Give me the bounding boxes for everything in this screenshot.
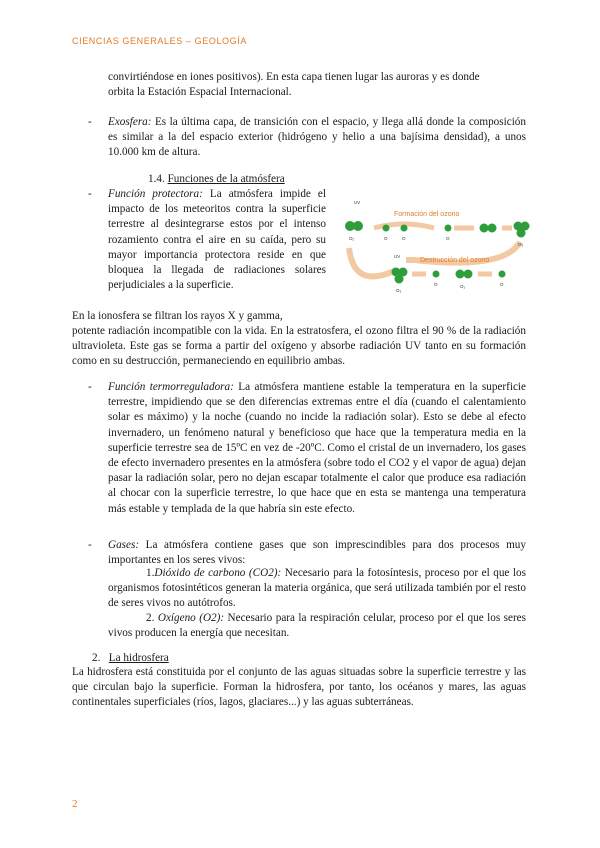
o-label-1: O [384,236,388,241]
section-1-4-heading [148,172,285,187]
bullet-gases: - [88,539,92,551]
gases-text: La atmósfera contiene gases que son imprescindibles para dos procesos muy importantes en los seres vivos: [108,539,526,567]
exosfera-paragraph [108,115,526,161]
termorreguladora-term: Función termorreguladora: [108,381,234,393]
o-atom-1 [383,225,390,232]
return-arrow [349,248,396,276]
intro-line-2: orbita la Estación Espacial Internacional. [108,86,292,99]
gases-item-1 [108,566,526,612]
gases-item-2-text: Necesario para la respiración celular, proceso por el que los seres vivos producen la energía que necesitan. [108,612,527,640]
o-label-4: O [434,282,438,287]
gases-term: Gases: [108,539,140,551]
gases-item-1-num: 1. [146,567,155,579]
o2-bottom-b [464,270,473,279]
uv-label-top: UV [354,200,361,205]
gases-item-2-term: Oxígeno (O2): [157,612,225,624]
protectora-paragraph [108,187,326,293]
o-label-3: O [446,236,450,241]
page-header: CIENCIAS GENERALES – GEOLOGÍA [72,36,247,46]
protectora-text: La atmósfera impide el impacto de los meteoritos contra la superficie terrestre al desintegrarse estos por el intenso rozamiento contra el aire en su caída, pero su mayor importancia protectora reside en que bloquea la llegada de radiaciones solares perjudiciales a la superficie. [108,188,326,292]
gases-item-1-term: Dióxido de carbono (CO2): [154,567,282,579]
protectora-continuation: potente radiación incompatible con la vida. En la estratosfera, el ozono filtra el 90 % de la radiación ultravioleta. Este gas se forma a partir del oxígeno y absorbe radiación UV tanto en su formación como en su destrucción, permaneciendo en equilibrio ambas. [72,325,526,368]
o-label-2: O [402,236,406,241]
section-2-heading [92,651,169,666]
ozone-figure [334,190,534,306]
o2-bottom-label: O₂ [460,284,466,289]
bullet-protectora: - [88,188,92,200]
bullet-termorreguladora: - [88,381,92,393]
protectora-term: Función protectora: [108,188,203,200]
termorreguladora-paragraph [108,380,526,517]
exosfera-term: Exosfera: [108,116,152,128]
o3-atom-c [517,229,526,238]
ozone-diagram [334,190,534,306]
gases-item-2-num: 2. [146,612,155,624]
o2-atom-c [480,224,489,233]
uv-label-bottom: UV [394,254,401,259]
o-label-5: O [500,282,504,287]
o3-label: O₃ [518,242,524,247]
o2-atom-b [353,221,363,231]
formation-label: Formación del ozono [394,211,460,218]
gases-paragraph [108,538,526,568]
hidrosfera-paragraph: La hidrosfera está constituida por el conjunto de las aguas situadas sobre la superficie terrestre y las que circulan bajo la superficie. Forman la hidrosfera, por tanto, los océanos y mares, las aguas continentales superficiales (ríos, lagos, glaciares...) y las aguas subterráneas. [72,666,526,709]
gases-item-1-text: Necesario para la fotosíntesis, proceso por el que los organismos fotosintéticos generan la materia orgánica, que será utilizada también por el resto de seres vivos no autótrofos. [108,567,526,610]
o3-bottom-label: O₃ [396,288,402,293]
o-atom-4 [433,271,440,278]
o-atom-5 [499,271,506,278]
bullet-exosfera: - [88,116,92,128]
intro-line-1: convirtiéndose en iones positivos). En esta capa tienen lugar las auroras y es donde [108,71,480,83]
section-2-title: La hidrosfera [108,652,169,664]
o2-bottom-a [456,270,465,279]
protectora-continuation-first: En la ionosfera se filtran los rayos X y gamma, [72,310,283,322]
intro-paragraph [108,70,526,100]
termorreguladora-text: La atmósfera mantiene estable la temperatura en la superficie terrestre, impidiendo que se den diferencias extremas entre el día (cuando el calentamiento solar es máximo) y la noche (cuando no incide la radiación solar). Esto se debe al efecto invernadero, un fenómeno natural y beneficioso que hace que la temperatura media en la superficie terrestre sea de 15ºC en vez de -20ºC. Como el cristal de un invernadero, los gases de efecto invernadero presentes en la atmósfera (sobre todo el CO2 y el vapor de agua) dejan pasar la radiación solar, pero no dejan escapar totalmente el calor que produce esa radiación al chocar con la superficie terrestre, lo que hace que en esta se mantenga una temperatura más estable y templada de la que habría sin este efecto. [108,381,527,515]
o2-label: O₂ [349,236,355,241]
destruction-label: Destrucción del ozono [420,257,490,264]
exosfera-text: Es la última capa, de transición con el espacio, y llega allá donde la composición es similar a la del espacio exterior (hidrógeno y helio a una bajísima densidad), a unos 10.000 km de altura. [108,116,526,159]
section-1-4-title: Funciones de la atmósfera [167,173,285,185]
section-1-4-number: 1.4. [148,173,165,185]
o-atom-2 [401,225,408,232]
o-atom-3 [445,225,452,232]
section-2-number: 2. [92,652,101,664]
o3-bottom-c [395,275,404,284]
gases-item-2 [108,611,526,641]
page-number: 2 [72,798,78,810]
o2-atom-d [488,224,497,233]
